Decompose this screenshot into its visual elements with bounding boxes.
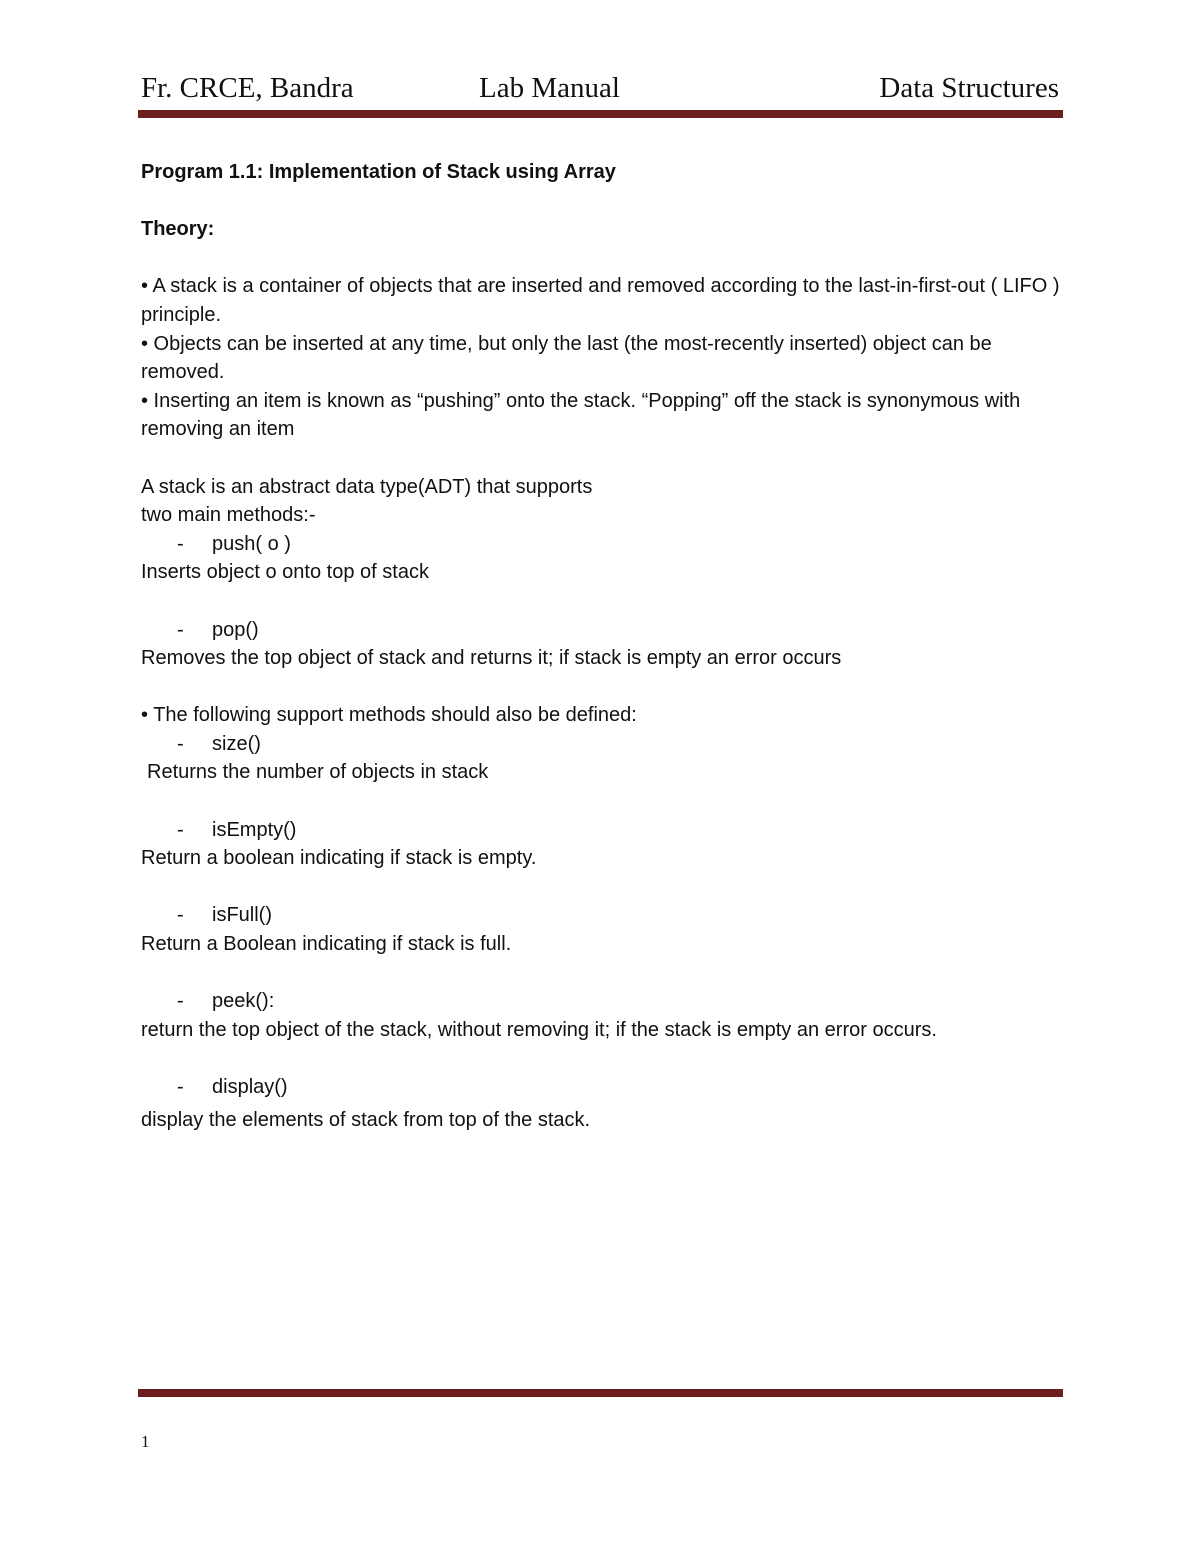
method-desc: display the elements of stack from top of the stack. (141, 1108, 591, 1131)
method-desc: Removes the top object of stack and returns it; if stack is empty an error occurs (141, 647, 842, 670)
method-dash: - (177, 618, 184, 641)
header-institution: Fr. CRCE, Bandra (141, 72, 354, 104)
method-name: pop() (212, 618, 259, 641)
method-desc: Return a boolean indicating if stack is empty. (141, 847, 537, 870)
header-subject: Data Structures (879, 72, 1059, 104)
support-intro: • The following support methods should also be defined: (141, 704, 637, 727)
method-dash: - (177, 990, 184, 1013)
method-display (141, 1073, 1061, 1102)
method-dash: - (177, 732, 184, 755)
method-pop (141, 616, 1061, 645)
method-name: isFull() (212, 904, 272, 927)
method-dash: - (177, 1076, 184, 1098)
method-desc: return the top object of the stack, without removing it; if the stack is empty an error occurs. (141, 1018, 937, 1041)
bullet-insert-remove: • Objects can be inserted at any time, but only the last (the most-recently inserted) object can be removed. (141, 332, 992, 384)
method-isfull (141, 901, 1061, 930)
method-desc: Inserts object o onto top of stack (141, 561, 429, 584)
method-peek (141, 987, 1061, 1016)
bullet-lifo: • A stack is a container of objects that are inserted and removed according to the last-in-first-out ( LIFO ) principle. (141, 275, 1060, 326)
page-content (141, 158, 1061, 1134)
method-name: isEmpty() (212, 818, 297, 841)
adt-intro-line2: two main methods:- (141, 504, 316, 527)
page-header (141, 72, 1059, 108)
method-size (141, 730, 1061, 759)
method-push (141, 530, 1061, 559)
method-dash: - (177, 818, 184, 841)
method-isempty (141, 816, 1061, 845)
header-rule (138, 110, 1063, 118)
method-desc: Return a Boolean indicating if stack is full. (141, 933, 512, 956)
theory-heading: Theory: (141, 218, 215, 241)
method-dash: - (177, 532, 184, 555)
method-dash: - (177, 904, 184, 927)
header-manual-title: Lab Manual (479, 72, 620, 104)
method-name: push( o ) (212, 532, 291, 555)
adt-intro-line1: A stack is an abstract data type(ADT) that supports (141, 475, 593, 498)
page-number: 1 (141, 1432, 150, 1451)
method-name: peek(): (212, 990, 275, 1013)
footer-rule (138, 1389, 1063, 1397)
method-desc: Returns the number of objects in stack (147, 761, 489, 784)
method-name: display() (212, 1076, 288, 1098)
program-title: Program 1.1: Implementation of Stack using Array (141, 161, 616, 183)
bullet-push-pop: • Inserting an item is known as “pushing” onto the stack. “Popping” off the stack is synonymous with removing an item (141, 389, 1021, 441)
method-name: size() (212, 732, 261, 755)
